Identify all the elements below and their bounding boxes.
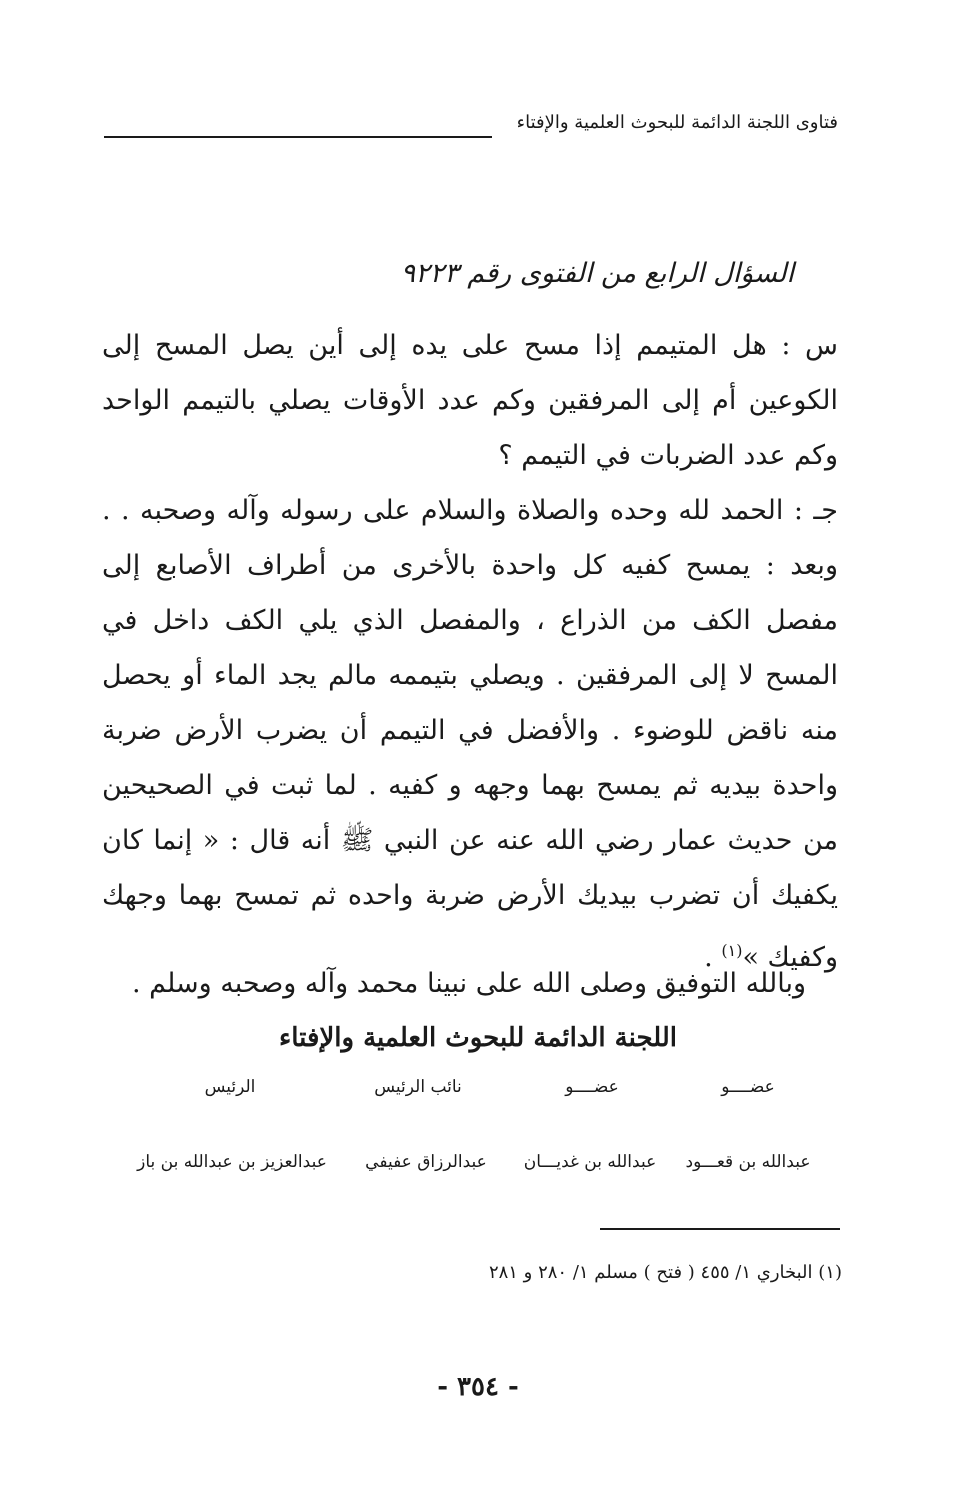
signatory-name: عبدالرزاق عفيفي [365, 1152, 487, 1172]
signatory-name: عبدالله بن قعـــود [685, 1152, 811, 1172]
footnote-reference: (١) [721, 941, 743, 960]
closing-line: وبالله التوفيق وصلى الله على نبينا محمد وآله وصحبه وسلم . [131, 968, 806, 999]
page-number: - ٣٥٤ - [437, 1372, 519, 1402]
answer-body: جـ : الحمد لله وحده والصلاة والسلام على رسوله وآله وصحبه . . وبعد : يمسح كفيه كل واحدة بالأخرى من أطراف الأصابع إلى مفصل الكف من الذراع ، والمفصل الذي يلي الكف داخل في المسح لا إلى المرفقين . ويصلي بتيممه مالم يجد الماء أو يحصل منه ناقض للوضوء . والأفضل في التيمم أن يضرب الأرض ضربة واحدة بيديه ثم يمسح بهما وجهه و كفيه . لما ثبت في الصحيحين من حديث عمار رضي الله عنه عن النبي ﷺ أنه قال : « إنما كان يكفيك أن تضرب بيديك الأرض ضربة واحده ثم تمسح بهما وجهك وكفيك » [102, 495, 838, 973]
running-header: فتاوى اللجنة الدائمة للبحوث العلمية والإفتاء [516, 112, 838, 133]
signatory-name: عبدالله بن غديـــان [523, 1152, 657, 1172]
signatory-title: نائب الرئيس [374, 1077, 462, 1097]
footnote-rule [600, 1228, 840, 1230]
question-text: س : هل المتيمم إذا مسح على يده إلى أين يصل المسح إلى الكوعين أم إلى المرفقين وكم عدد الأوقات يصلي بالتيمم الواحد وكم عدد الضربات في التيمم ؟ [102, 330, 838, 471]
signatory-name: عبدالعزيز بن عبدالله بن باز [137, 1152, 327, 1172]
answer-end: . [704, 942, 722, 973]
question-title: السؤال الرابع من الفتوى رقم ٩٢٢٣ [400, 258, 794, 289]
footnote: (١) البخاري ١/ ٤٥٥ ( فتح ) مسلم ١/ ٢٨٠ و ٢٨١ [488, 1262, 842, 1283]
committee-name: اللجنة الدائمة للبحوث العلمية والإفتاء [279, 1023, 677, 1053]
signatory-title: عضــــو [721, 1077, 775, 1097]
signatory-title: الرئيس [204, 1077, 256, 1097]
signatory-title: عضــــو [565, 1077, 619, 1097]
